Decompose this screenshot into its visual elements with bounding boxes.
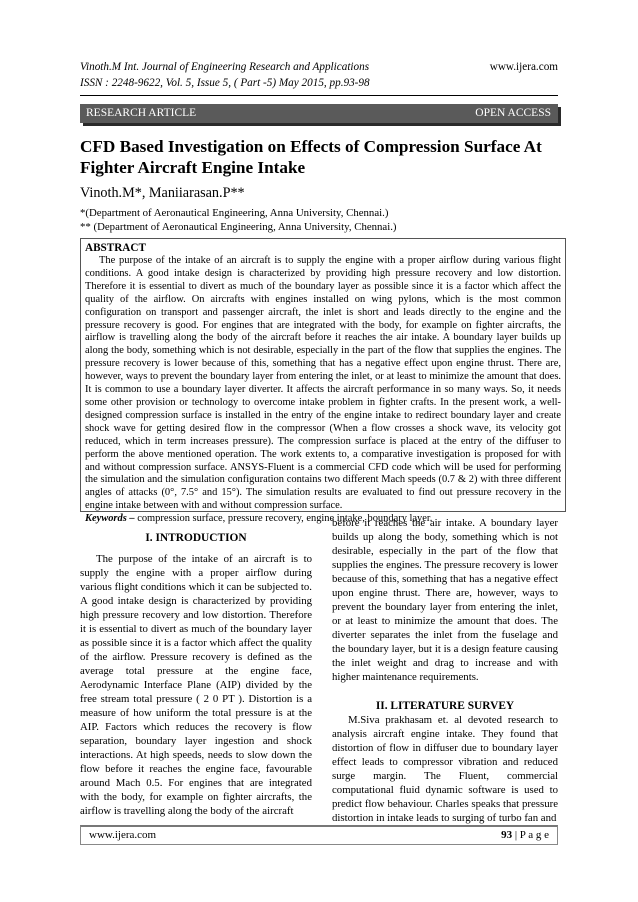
- journal-line-2: ISSN : 2248-9622, Vol. 5, Issue 5, ( Part -5) May 2015, pp.93-98: [80, 76, 370, 89]
- abstract-body: The purpose of the intake of an aircraft is to supply the engine with a proper airflow during various flight conditions. A good intake design is characterized by providing high pressure recovery and low distortion. Therefore it is essential to divert as much of the boundary layer as possible since it is a factor which affect the quality of the airflow. On aircrafts with engines installed on wing pylons, which is the most common configuration on transport and passenger aircraft, the inlet is short and leads directly to the engine and the pressure recovery is good. For engines that are integrated with the body, for example on fighter aircrafts, the airflow is travelling along the body of the aircraft before it reaches the air intake. A boundary layer builds up along the body, something which is not desirable, especially in the part of the flow that supplies the engines. The pressure recovery is lower because of this, something that has a negative effect upon engine thrust. There are, however, ways to prevent the boundary layer from entering the inlet, or at least to minimize the amount that does. It is common to use a boundary layer diverter. It affects the aircraft performance in so many ways. So, it needs some other provision or technology to overcome intake problem in fighter crafts. In the present work, a well-designed compression surface is installed in the entry of the engine intake to redirect boundary layer and create shock wave for getting desired flow in the compressor (When a flow crosses a shock wave, its velocity got reduced, which in term increases pressure). The compression surface is placed at the entry of the diffuser to perform the above mentioned operation. The work extents to, a comparative investigation is proposed for with and without compression surface. ANSYS-Fluent is a commercial CFD code which will be used for performing the simulation and the simulation configuration contains two different Mach speeds (0.7 & 2) with three different angles of attacks (0°, 7.5° and 15°). The simulation results are evaluated to find out pressure recovery in the engine intake between with and without compression surface.: [85, 255, 561, 512]
- abstract-box: [80, 238, 566, 525]
- introduction-paragraph: The purpose of the intake of an aircraft is to supply the engine with a proper airflow during various flight conditions which it can be subjected to. A good intake design is characterized by providing high pressure recovery and low distortion. Therefore it is essential to divert as much of the boundary layer as possible since it is a factor which affect the quality of the airflow. Pressure recovery is defined as the average total pressure at the engine face, Aerodynamic Interface Plane (AIP) divided by the free stream total pressure ( 2 0 PT ). Distortion is a measure of how uniform the total pressure is at the AIP. Factors which reduces the recovery is flow separation, boundary layer ingestion and shock interactions. At high speeds, needs to slow down the flow before it reaches the engine face, favourable around Mach 0.5. For engines that are integrated with the body, for example on fighter aircrafts, the airflow is travelling along the body of the aircraft: [80, 553, 312, 817]
- journal-website[interactable]: www.ijera.com: [489, 61, 558, 73]
- affiliation-1: *(Department of Aeronautical Engineering, Anna University, Chennai.): [80, 207, 389, 219]
- right-column: [332, 516, 558, 825]
- keywords-label: Keywords –: [85, 513, 135, 525]
- article-type-banner: [80, 104, 558, 123]
- authors: Vinoth.M*, Maniiarasan.P**: [80, 185, 245, 201]
- page-indicator: [501, 827, 549, 844]
- research-article-label: RESEARCH ARTICLE: [86, 107, 197, 119]
- journal-line-1: Vinoth.M Int. Journal of Engineering Research and Applications: [80, 61, 370, 73]
- abstract-heading: ABSTRACT: [85, 242, 146, 254]
- literature-survey-heading: II. LITERATURE SURVEY: [375, 700, 515, 712]
- page-label: | P a g e: [512, 829, 549, 841]
- introduction-heading: I. INTRODUCTION: [145, 532, 247, 544]
- introduction-continued: before it reaches the air intake. A boundary layer builds up along the body, something which is not desirable, especially in the part of the flow that supplies the engines. The pressure recovery is lower because of this, something that has a negative effect upon engine thrust. There are, however, ways to prevent the boundary layer from entering the inlet, or at least to minimize the amount that does. The diverter separates the inlet from the fuselage and the boundary layer, but it is a design feature causing the inlet weight and drag to increase and with higher maintenance requirements.: [332, 517, 558, 683]
- left-column: [80, 531, 312, 818]
- page-footer: [80, 825, 558, 845]
- literature-survey-paragraph: M.Siva prakhasam et. al devoted research to analysis aircraft engine intake. They found that distortion of flow in diffuser due to boundary layer effect leads to compressor vibration and reduced surge margin. The Fluent, commercial computational fluid dynamic software is used to predict flow behaviour. Charles speaks that pressure distortion in intake leads to surging of turbo fan and: [332, 714, 558, 824]
- affiliation-2: ** (Department of Aeronautical Engineering, Anna University, Chennai.): [80, 221, 397, 233]
- title-line-2: Fighter Aircraft Engine Intake: [80, 158, 306, 177]
- open-access-label: OPEN ACCESS: [475, 107, 551, 119]
- footer-website[interactable]: www.ijera.com: [89, 829, 157, 841]
- header-divider: [80, 95, 558, 96]
- page-number: 93: [501, 829, 513, 841]
- keywords-list: compression surface, pressure recovery, engine intake, boundary layer.: [134, 513, 433, 525]
- journal-citation: [80, 60, 370, 91]
- paper-title: [80, 136, 558, 178]
- title-line-1: CFD Based Investigation on Effects of Compression Surface At: [80, 137, 542, 156]
